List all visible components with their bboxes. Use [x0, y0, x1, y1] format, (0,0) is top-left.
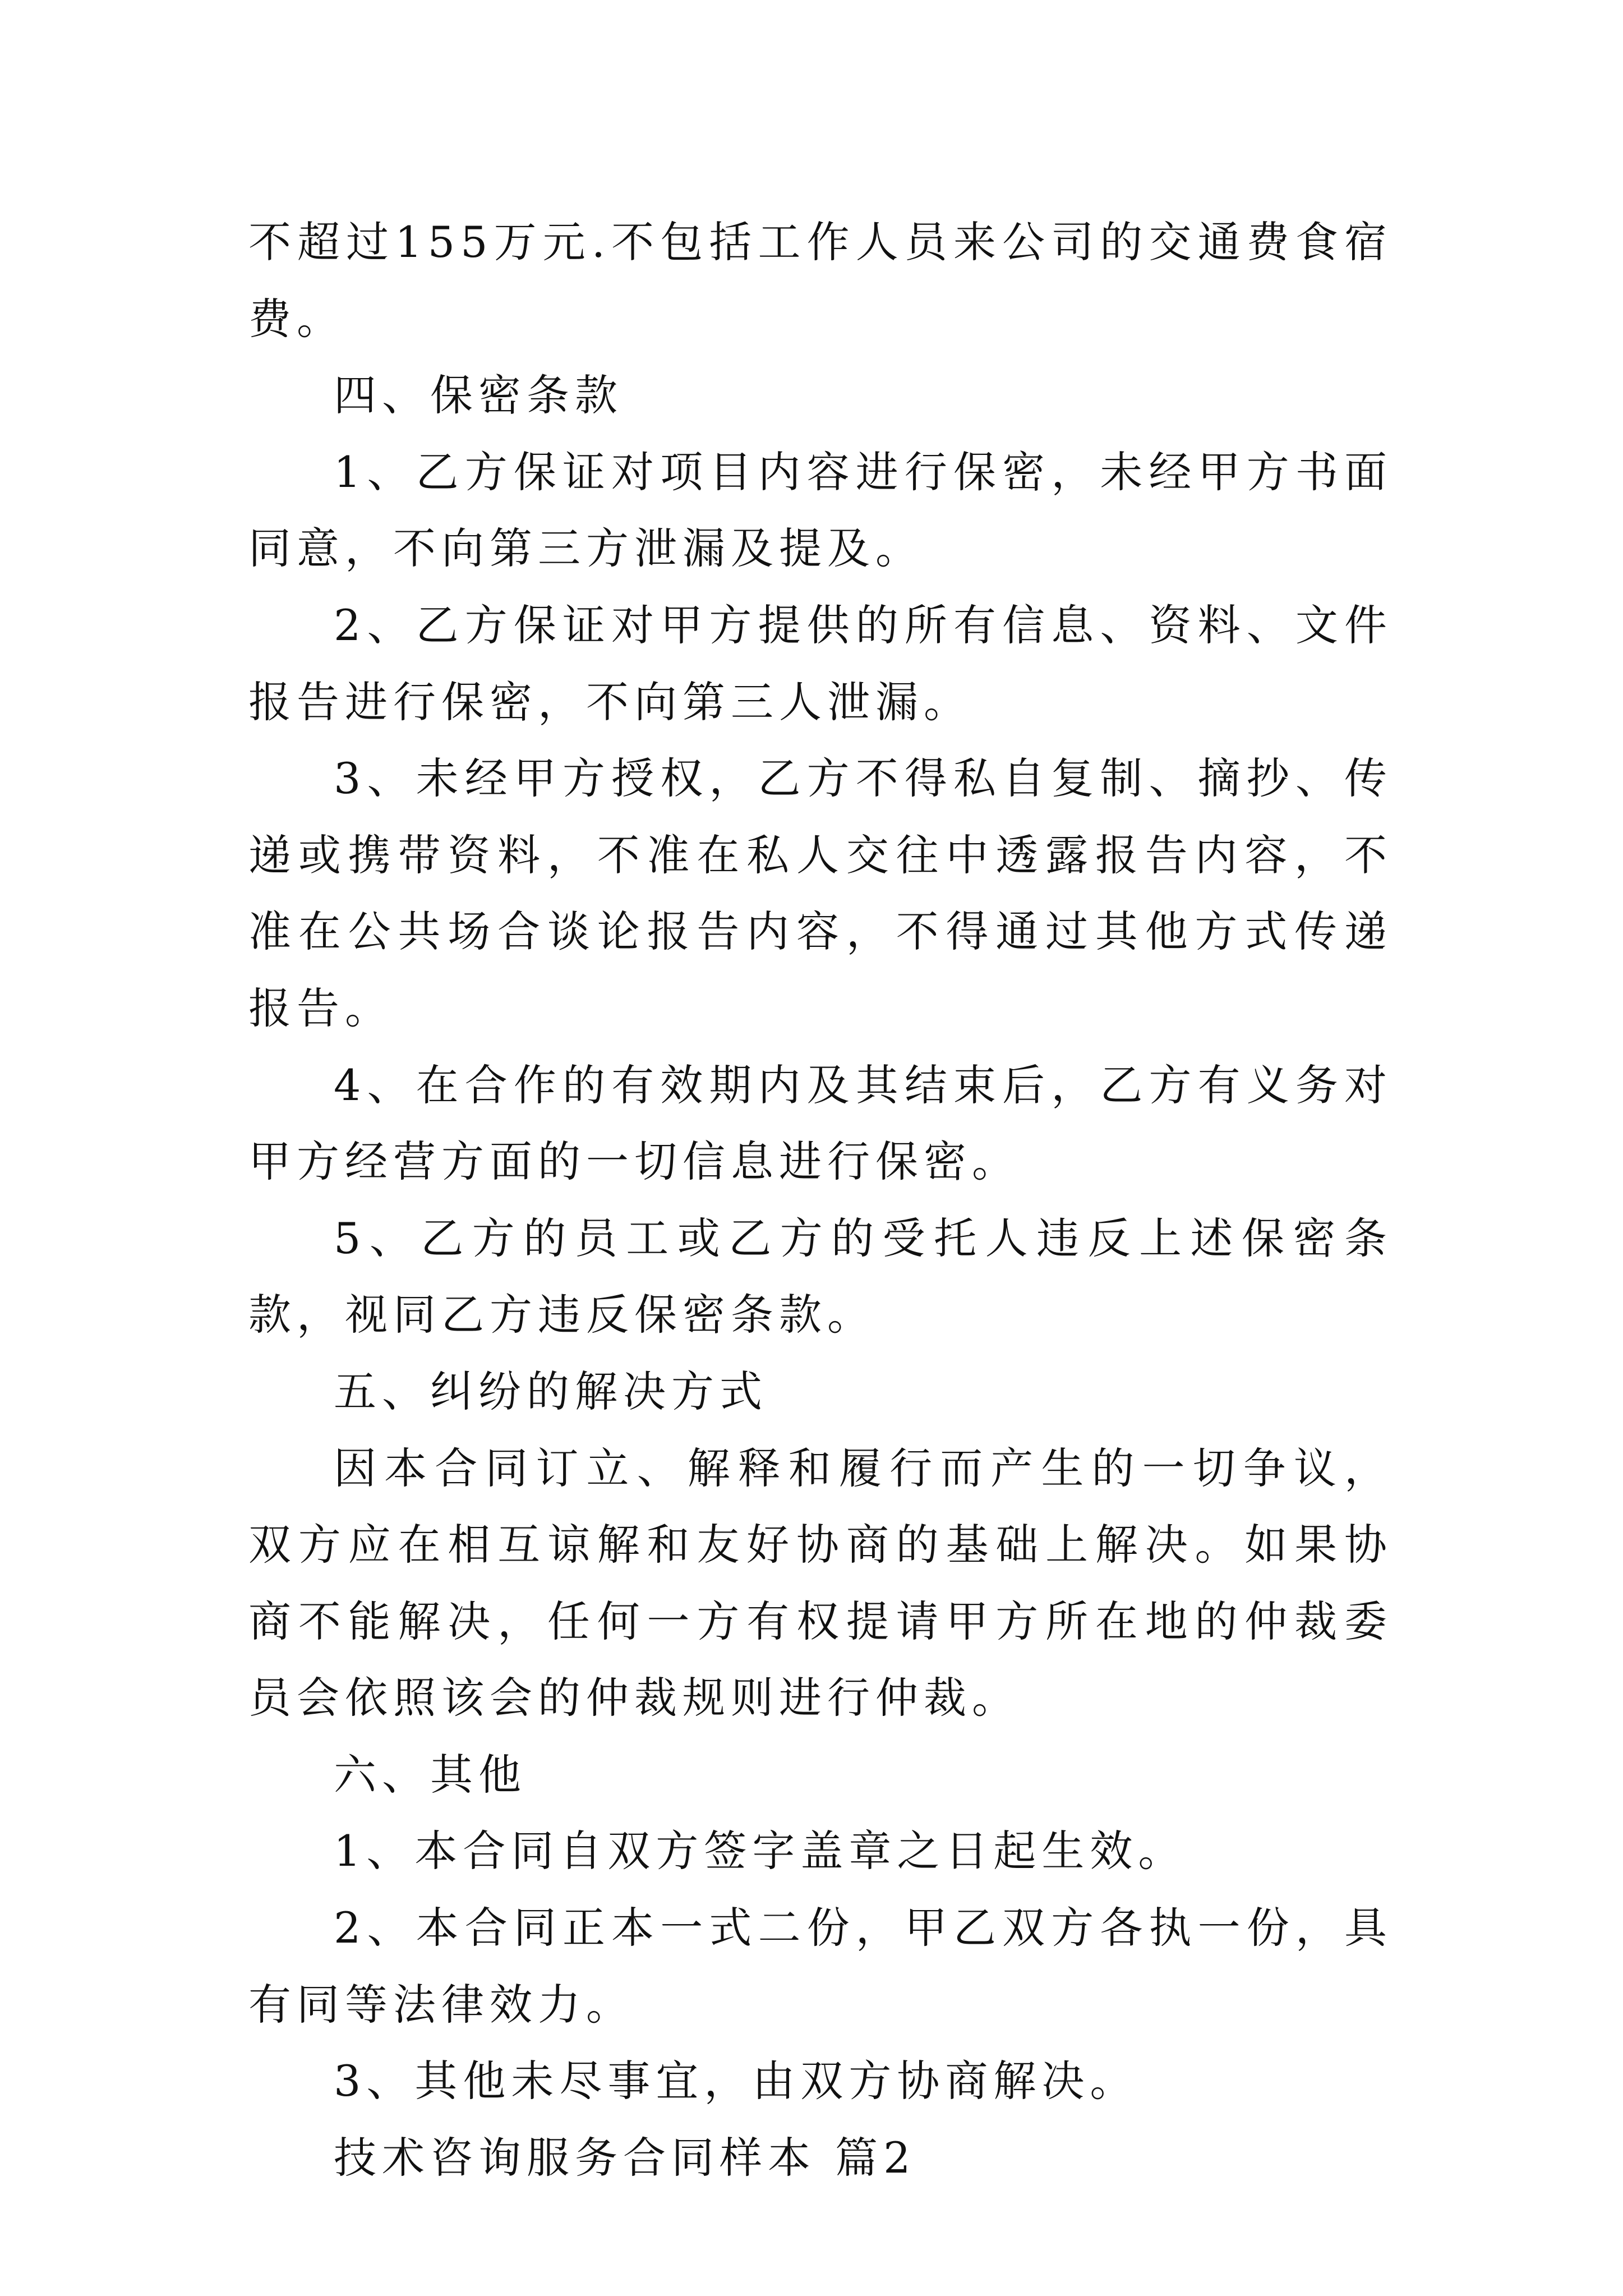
clause-confidentiality-1: 1、乙方保证对项目内容进行保密，未经甲方书面同意，不向第三方泄漏及提及。 [248, 447, 1393, 574]
document-body [248, 204, 1393, 2196]
clause-confidentiality-5: 5、乙方的员工或乙方的受托人违反上述保密条款，视同乙方违反保密条款。 [248, 1213, 1393, 1340]
section-heading-dispute: 五、纠纷的解决方式 [334, 1366, 768, 1416]
section-heading-other: 六、其他 [334, 1749, 527, 1800]
clause-confidentiality-3: 3、未经甲方授权，乙方不得私自复制、摘抄、传递或携带资料，不准在私人交往中透露报告内容，不准在公共场合谈论报告内容，不得通过其他方式传递报告。 [248, 753, 1393, 1033]
clause-other-3: 3、其他未尽事宜，由双方协商解决。 [334, 2056, 1138, 2106]
clause-dispute: 因本合同订立、解释和履行而产生的一切争议，双方应在相互谅解和友好协商的基础上解决。如果协商不能解决，任何一方有权提请甲方所在地的仲裁委员会依照该会的仲裁规则进行仲裁。 [248, 1443, 1393, 1723]
section-heading-confidentiality: 四、保密条款 [334, 370, 623, 421]
paragraph-fee-limit: 不超过155万元.不包括工作人员来公司的交通费食宿费。 [248, 217, 1393, 344]
clause-confidentiality-2: 2、乙方保证对甲方提供的所有信息、资料、文件报告进行保密，不向第三人泄漏。 [248, 600, 1393, 727]
clause-other-1: 1、本合同自双方签字盖章之日起生效。 [334, 1826, 1187, 1876]
clause-confidentiality-4: 4、在合作的有效期内及其结束后，乙方有义务对甲方经营方面的一切信息进行保密。 [248, 1060, 1393, 1187]
clause-other-2: 2、本合同正本一式二份，甲乙双方各执一份，具有同等法律效力。 [248, 1903, 1393, 2030]
contract-sample-title: 技术咨询服务合同样本 篇2 [334, 2132, 916, 2183]
